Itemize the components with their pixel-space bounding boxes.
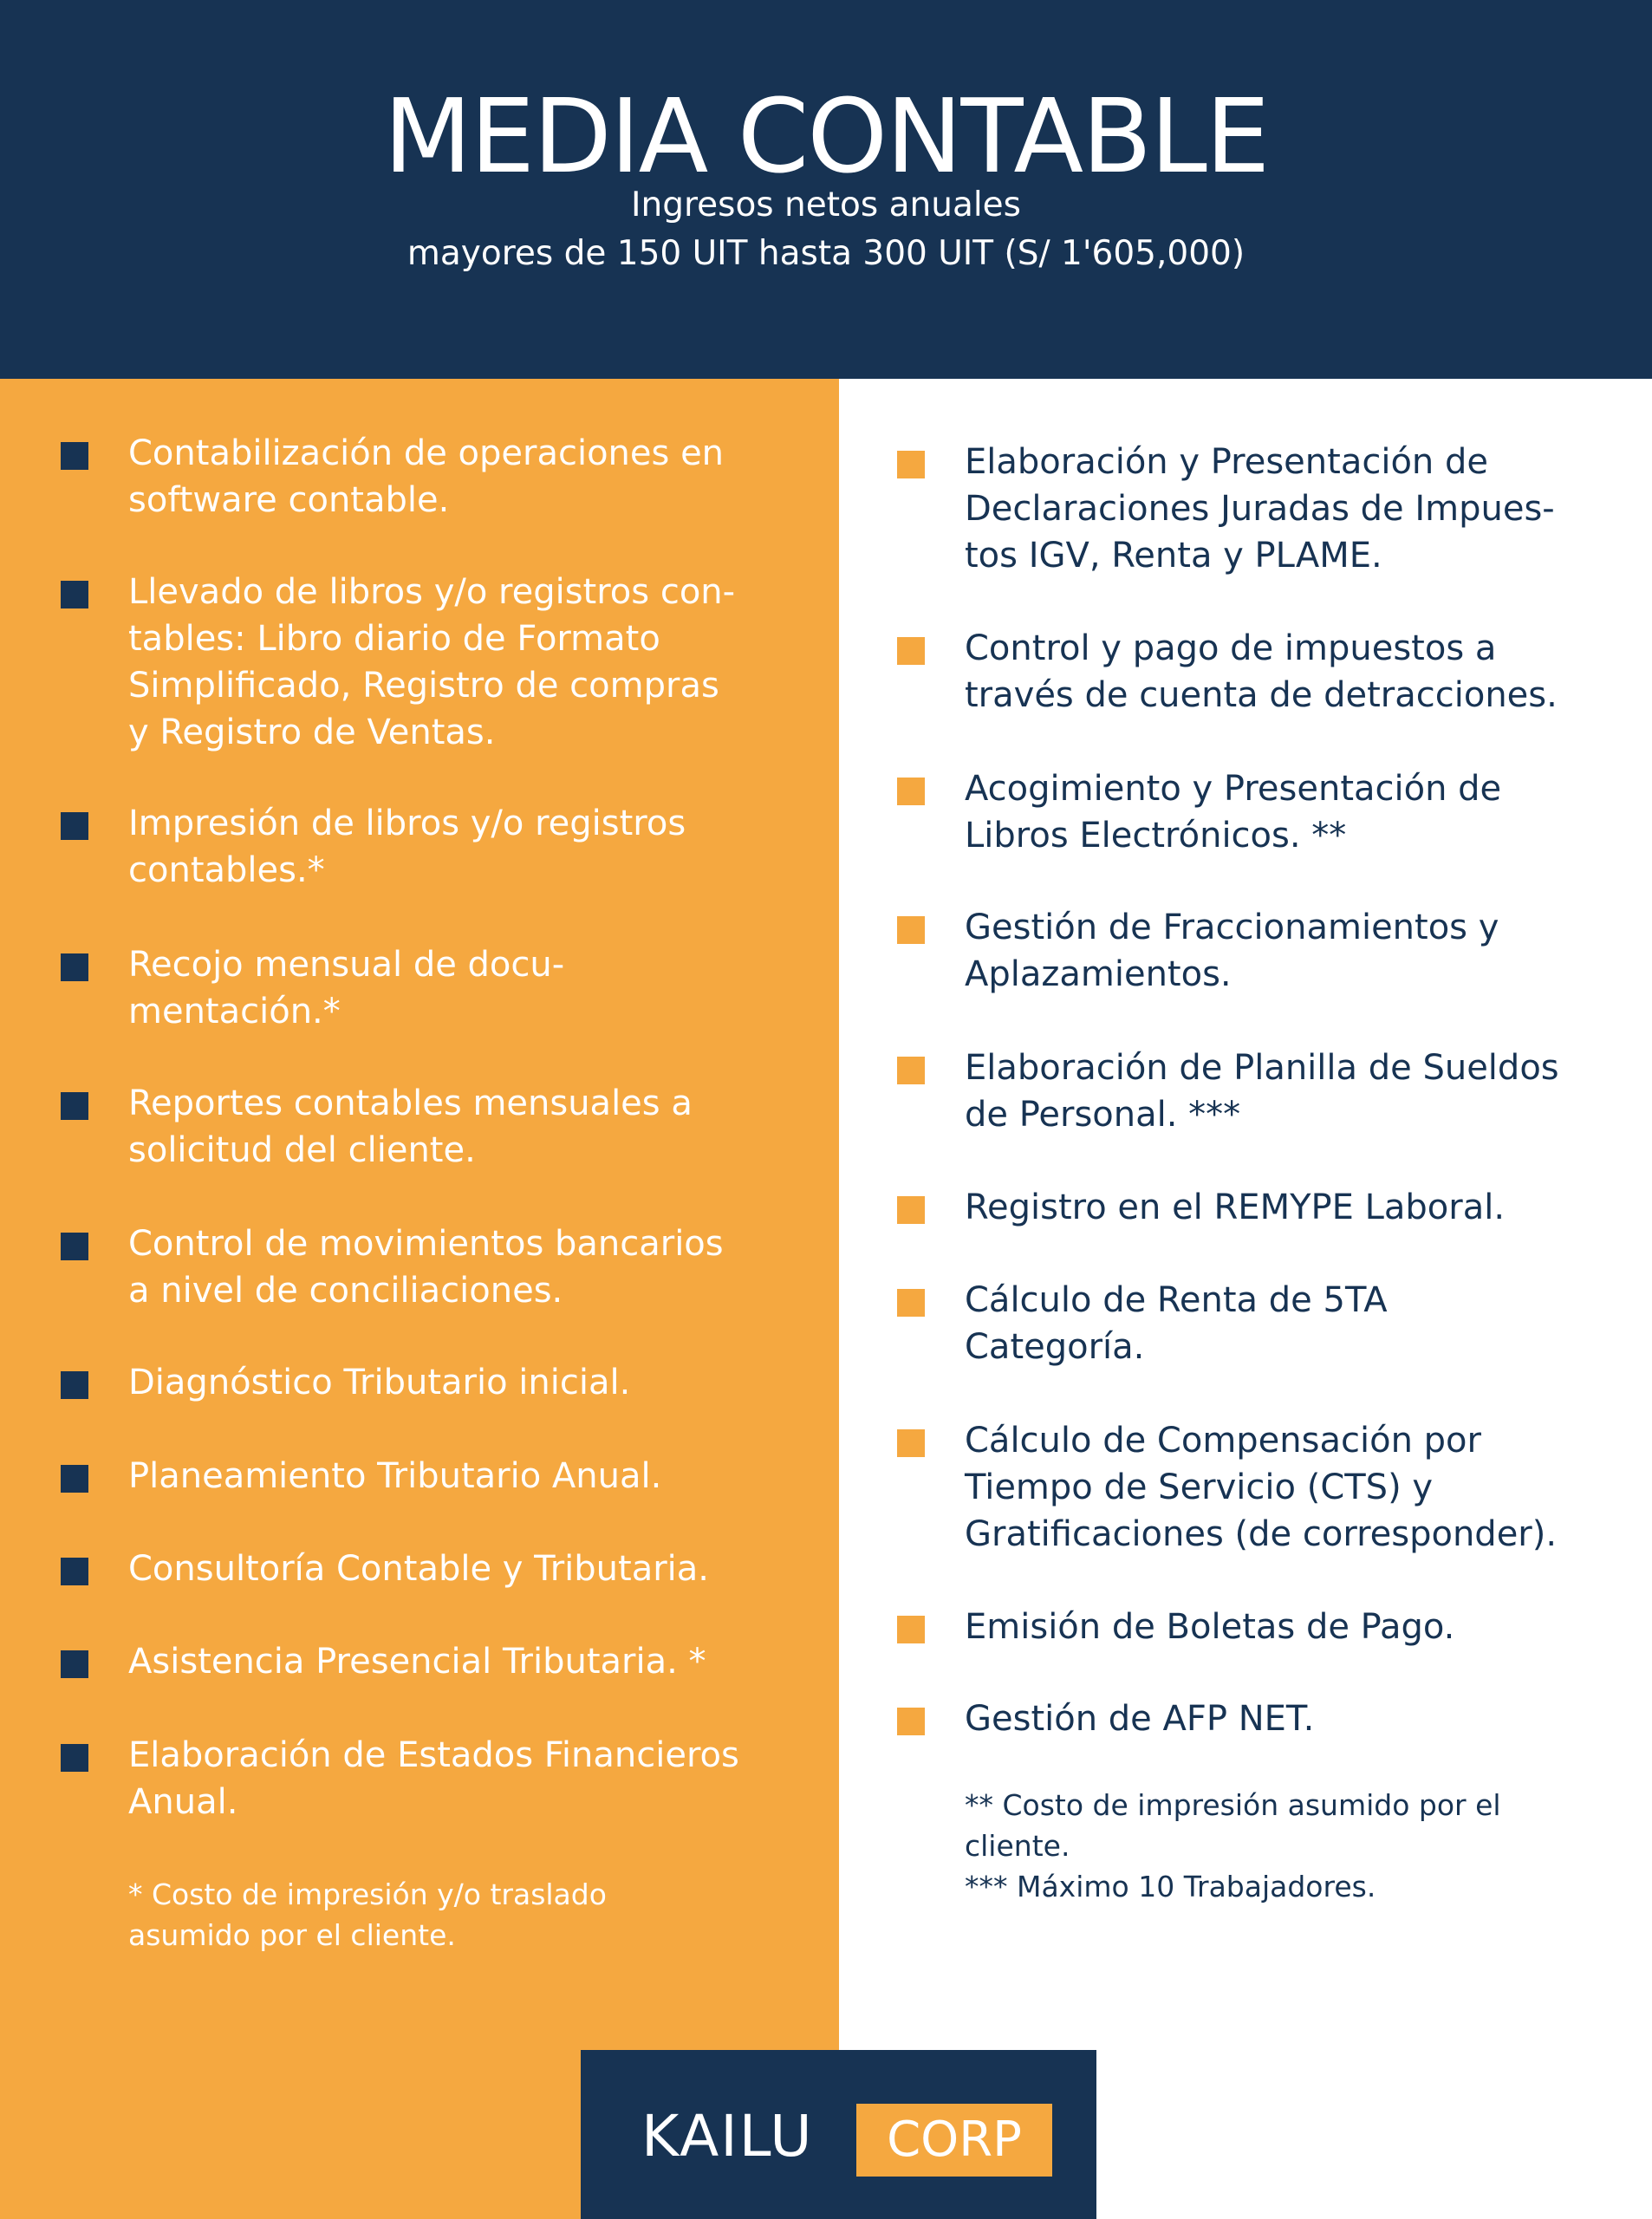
kailu-corp-logo [581, 2050, 1096, 2219]
list-item-text: Registro en el REMYPE Laboral. [965, 1188, 1506, 1227]
square-bullet-icon [897, 1196, 925, 1224]
square-bullet-icon [61, 1233, 88, 1260]
list-item-text: Acogimiento y Presentación de Libros Electrónicos. ** [965, 769, 1502, 856]
header-banner [0, 0, 1652, 379]
square-bullet-icon [61, 1092, 88, 1120]
list-item-text: Cálculo de Compensación por Tiempo de Servicio (CTS) y Gratificaciones (de corresponder). [965, 1421, 1558, 1554]
right-services-column [839, 379, 1652, 2219]
square-bullet-icon [61, 1558, 88, 1585]
logo-kailu-text: KAILU [641, 2103, 814, 2170]
list-item-text: Recojo mensual de docu- mentación.* [128, 945, 565, 1031]
list-item-text: Gestión de Fraccionamientos y Aplazamientos. [965, 908, 1499, 994]
right-footnote: ** Costo de impresión asumido por el cliente. *** Máximo 10 Trabajadores. [965, 1788, 1501, 1903]
square-bullet-icon [61, 812, 88, 840]
square-bullet-icon [61, 953, 88, 981]
page-title: MEDIA CONTABLE [383, 76, 1269, 196]
square-bullet-icon [897, 778, 925, 805]
square-bullet-icon [61, 581, 88, 608]
list-item-text: Gestión de AFP NET. [965, 1699, 1315, 1739]
list-item-text: Contabilización de operaciones en software contable. [128, 433, 725, 520]
subtitle-line-1: Ingresos netos anuales [630, 185, 1021, 225]
square-bullet-icon [897, 1429, 925, 1457]
square-bullet-icon [897, 1708, 925, 1735]
logo-corp-text: CORP [856, 2104, 1052, 2177]
square-bullet-icon [61, 1465, 88, 1493]
list-item-text: Asistencia Presencial Tributaria. * [128, 1642, 706, 1682]
square-bullet-icon [897, 916, 925, 944]
list-item-text: Reportes contables mensuales a solicitud del cliente. [128, 1083, 693, 1170]
list-item-text: Consultoría Contable y Tributaria. [128, 1549, 709, 1589]
list-item-text: Planeamiento Tributario Anual. [128, 1456, 662, 1496]
list-item-text: Diagnóstico Tributario inicial. [128, 1363, 631, 1402]
left-services-column [0, 379, 839, 2219]
list-item-text: Control y pago de impuestos a través de cuenta de detracciones. [965, 628, 1558, 715]
square-bullet-icon [61, 1371, 88, 1399]
list-item-text: Elaboración y Presentación de Declaraciones Juradas de Impues- tos IGV, Renta y PLAME. [965, 442, 1555, 576]
list-item-text: Emisión de Boletas de Pago. [965, 1607, 1455, 1647]
list-item-text: Elaboración de Estados Financieros Anual. [128, 1735, 739, 1822]
list-item-text: Elaboración de Planilla de Sueldos de Personal. *** [965, 1048, 1559, 1135]
square-bullet-icon [897, 637, 925, 665]
list-item-text: Llevado de libros y/o registros con- tables: Libro diario de Formato Simplificado, Registro de compras y Registro de Ventas. [128, 572, 736, 752]
square-bullet-icon [61, 1650, 88, 1678]
square-bullet-icon [897, 1289, 925, 1317]
square-bullet-icon [897, 451, 925, 478]
list-item-text: Cálculo de Renta de 5TA Categoría. [965, 1280, 1388, 1367]
square-bullet-icon [897, 1616, 925, 1643]
list-item-text: Impresión de libros y/o registros contables.* [128, 804, 686, 890]
subtitle-line-2: mayores de 150 UIT hasta 300 UIT (S/ 1'605,000) [406, 234, 1246, 273]
square-bullet-icon [61, 1744, 88, 1772]
square-bullet-icon [61, 442, 88, 470]
left-footnote: * Costo de impresión y/o traslado asumido por el cliente. [128, 1877, 607, 1952]
square-bullet-icon [897, 1057, 925, 1084]
list-item-text: Control de movimientos bancarios a nivel de conciliaciones. [128, 1224, 724, 1311]
